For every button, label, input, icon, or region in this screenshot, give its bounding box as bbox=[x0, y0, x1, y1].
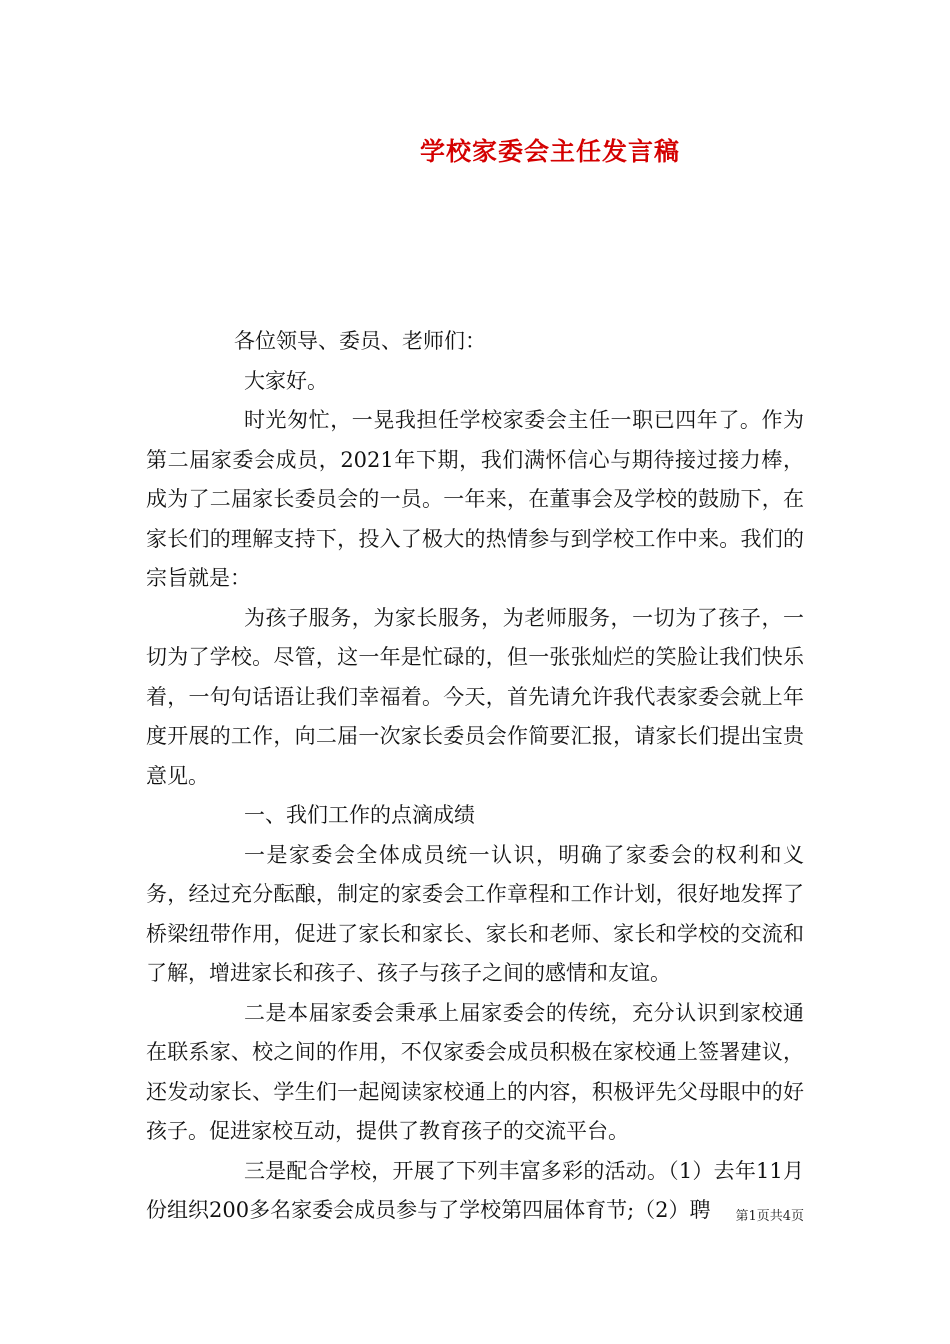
section-heading: 一、我们工作的点滴成绩 bbox=[244, 803, 475, 827]
paragraph: 时光匆忙，一晃我担任学校家委会主任一职已四年了。作为第二届家委会成员，2021年下期，我们满怀信心与期待接过接力棒，成为了二届家长委员会的一员。一年来，在董事会及学校的鼓励下，在家长们的理解支持下，投入了极大的热情参与到学校工作中来。我们的宗旨就是： bbox=[146, 408, 804, 590]
document-title: 学校家委会主任发言稿 bbox=[419, 137, 680, 166]
paragraph: 二是本届家委会秉承上届家委会的传统，充分认识到家校通在联系家、校之间的作用，不仅家委会成员积极在家校通上签署建议，还发动家长、学生们一起阅读家校通上的内容，积极评先父母眼中的好孩子。促进家校互动，提供了教育孩子的交流平台。 bbox=[146, 1000, 804, 1143]
paragraph: 三是配合学校，开展了下列丰富多彩的活动。（1）去年11月份组织200多名家委会成员参与了学校第四届体育节;（2）聘 bbox=[146, 1158, 804, 1222]
paragraph: 为孩子服务，为家长服务，为老师服务，一切为了孩子，一切为了学校。尽管，这一年是忙碌的，但一张张灿烂的笑脸让我们快乐着，一句句话语让我们幸福着。今天，首先请允许我代表家委会就上年度开展的工作，向二届一次家长委员会作简要汇报，请家长们提出宝贵意见。 bbox=[146, 605, 804, 788]
greeting: 大家好。 bbox=[244, 368, 328, 393]
document-body bbox=[146, 322, 804, 1231]
salutation: 各位领导、委员、老师们： bbox=[234, 329, 486, 353]
page-number: 第1页共4页 bbox=[735, 1209, 804, 1224]
paragraph: 一是家委会全体成员统一认识，明确了家委会的权利和义务，经过充分酝酿，制定的家委会工作章程和工作计划，很好地发挥了桥梁纽带作用，促进了家长和家长、家长和老师、家长和学校的交流和了解，增进家长和孩子、孩子与孩子之间的感情和友谊。 bbox=[146, 842, 804, 985]
